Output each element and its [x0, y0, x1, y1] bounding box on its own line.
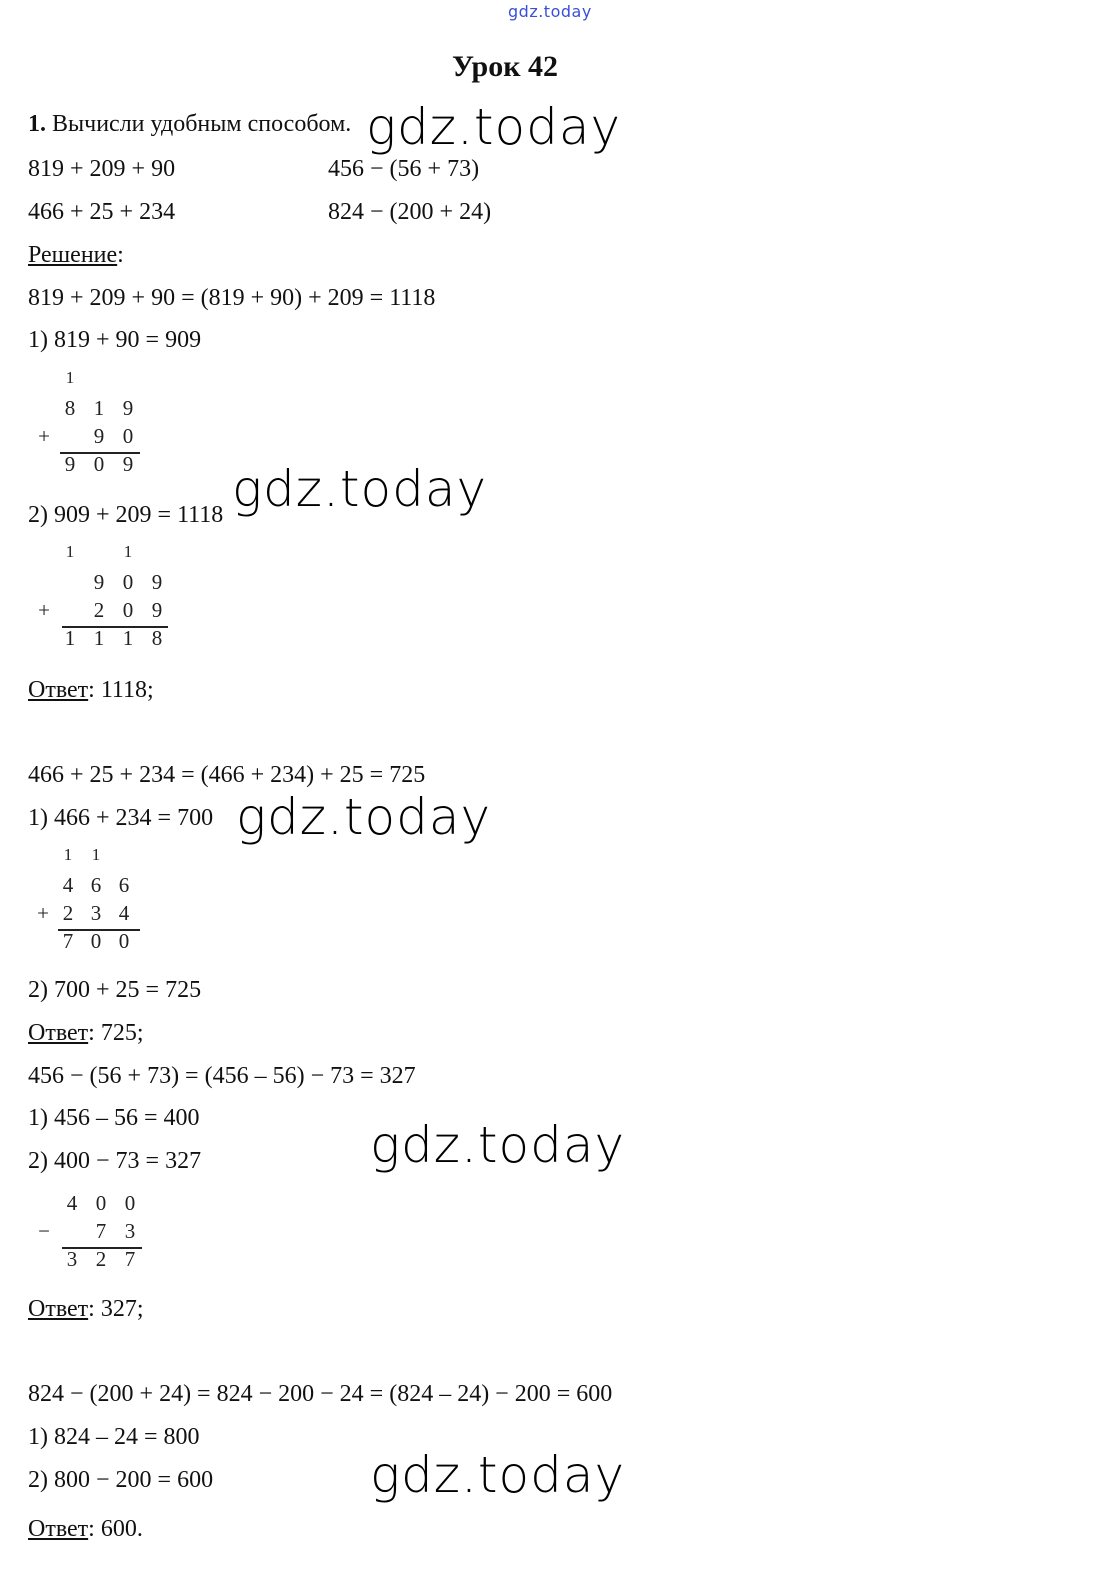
part-3-step-1: 1) 456 – 56 = 400: [28, 1105, 200, 1131]
answer-value: : 1118;: [88, 677, 154, 703]
part-1-expression: 819 + 209 + 90 = (819 + 90) + 209 = 1118: [28, 285, 436, 311]
digit: 0: [122, 424, 134, 448]
solution-heading: [28, 241, 124, 269]
digit: 4: [118, 901, 130, 925]
digit: 1: [93, 396, 105, 420]
answer-value: : 725;: [88, 1020, 144, 1046]
answer-label: Ответ: [28, 1516, 89, 1542]
digit: 4: [66, 1191, 78, 1215]
example-4: 824 − (200 + 24): [328, 199, 492, 225]
digit: 3: [90, 901, 102, 925]
digit: 9: [64, 452, 76, 476]
digit: 3: [66, 1247, 78, 1271]
task-number: 1.: [28, 111, 46, 137]
part-2-answer: [28, 1019, 144, 1047]
digit: 0: [122, 598, 134, 622]
digit: 0: [93, 452, 105, 476]
digit: 9: [93, 570, 105, 594]
part-3-expression: 456 − (56 + 73) = (456 – 56) − 73 = 327: [28, 1063, 416, 1089]
part-2-expression: 466 + 25 + 234 = (466 + 234) + 25 = 725: [28, 762, 426, 788]
digit: 3: [124, 1219, 136, 1243]
part-3-step-2: 2) 400 − 73 = 327: [28, 1148, 202, 1174]
part-3-answer: [28, 1295, 144, 1323]
carry-digit: 1: [65, 542, 75, 561]
answer-label: Ответ: [28, 677, 89, 703]
digit: 2: [95, 1247, 107, 1271]
example-1: 819 + 209 + 90: [28, 156, 176, 182]
digit: 1: [93, 626, 105, 650]
digit: 9: [151, 570, 163, 594]
digit: 9: [122, 396, 134, 420]
digit: 8: [151, 626, 163, 650]
carry-digit: 1: [91, 845, 101, 864]
digit: 7: [62, 929, 74, 953]
digit: 2: [93, 598, 105, 622]
digit: 0: [90, 929, 102, 953]
page-title: Урок 42: [452, 50, 559, 83]
column-calc-3: [32, 845, 172, 957]
digit: 1: [122, 626, 134, 650]
task-statement: [28, 110, 351, 138]
part-4-step-1: 1) 824 – 24 = 800: [28, 1424, 200, 1450]
column-calc-4: [32, 1163, 172, 1275]
solution-colon: :: [117, 242, 124, 268]
watermark: gdz.today: [370, 1446, 626, 1504]
digit: 0: [95, 1191, 107, 1215]
task-text: Вычисли удобным способом.: [52, 111, 352, 137]
digit: 9: [151, 598, 163, 622]
digit: 7: [124, 1247, 136, 1271]
digit: 2: [62, 901, 74, 925]
digit: 0: [118, 929, 130, 953]
part-4-answer: [28, 1515, 143, 1543]
digit: 0: [124, 1191, 136, 1215]
watermark: gdz.today: [232, 460, 488, 518]
column-calc-1: [32, 368, 172, 480]
operator-sign: +: [38, 598, 50, 622]
digit: 1: [64, 626, 76, 650]
solution-label: Решение: [28, 242, 118, 268]
carry-digit: 1: [123, 542, 133, 561]
digit: 6: [118, 873, 130, 897]
column-calc-2: [32, 542, 202, 654]
watermark: gdz.today: [236, 788, 492, 846]
digit: 9: [93, 424, 105, 448]
watermark: gdz.today: [366, 98, 622, 156]
operator-sign: +: [38, 424, 50, 448]
part-4-expression: 824 − (200 + 24) = 824 − 200 − 24 = (824 – 24) − 200 = 600: [28, 1381, 613, 1407]
digit: 0: [122, 570, 134, 594]
answer-value: : 600.: [88, 1516, 143, 1542]
answer-value: : 327;: [88, 1296, 144, 1322]
carry-digit: 1: [65, 368, 75, 387]
example-3: 466 + 25 + 234: [28, 199, 176, 225]
part-1-step-1: 1) 819 + 90 = 909: [28, 327, 202, 353]
part-2-step-1: 1) 466 + 234 = 700: [28, 805, 214, 831]
digit: 6: [90, 873, 102, 897]
top-watermark: gdz.today: [508, 2, 592, 21]
part-4-step-2: 2) 800 − 200 = 600: [28, 1467, 214, 1493]
digit: 4: [62, 873, 74, 897]
example-2: 456 − (56 + 73): [328, 156, 480, 182]
digit: 9: [122, 452, 134, 476]
digit: 7: [95, 1219, 107, 1243]
answer-label: Ответ: [28, 1296, 89, 1322]
part-2-step-2: 2) 700 + 25 = 725: [28, 977, 202, 1003]
carry-digit: 1: [63, 845, 73, 864]
digit: 8: [64, 396, 76, 420]
operator-sign: −: [38, 1219, 50, 1243]
operator-sign: +: [37, 901, 49, 925]
watermark: gdz.today: [370, 1116, 626, 1174]
answer-label: Ответ: [28, 1020, 89, 1046]
part-1-answer: [28, 676, 154, 704]
part-1-step-2: 2) 909 + 209 = 1118: [28, 502, 224, 528]
